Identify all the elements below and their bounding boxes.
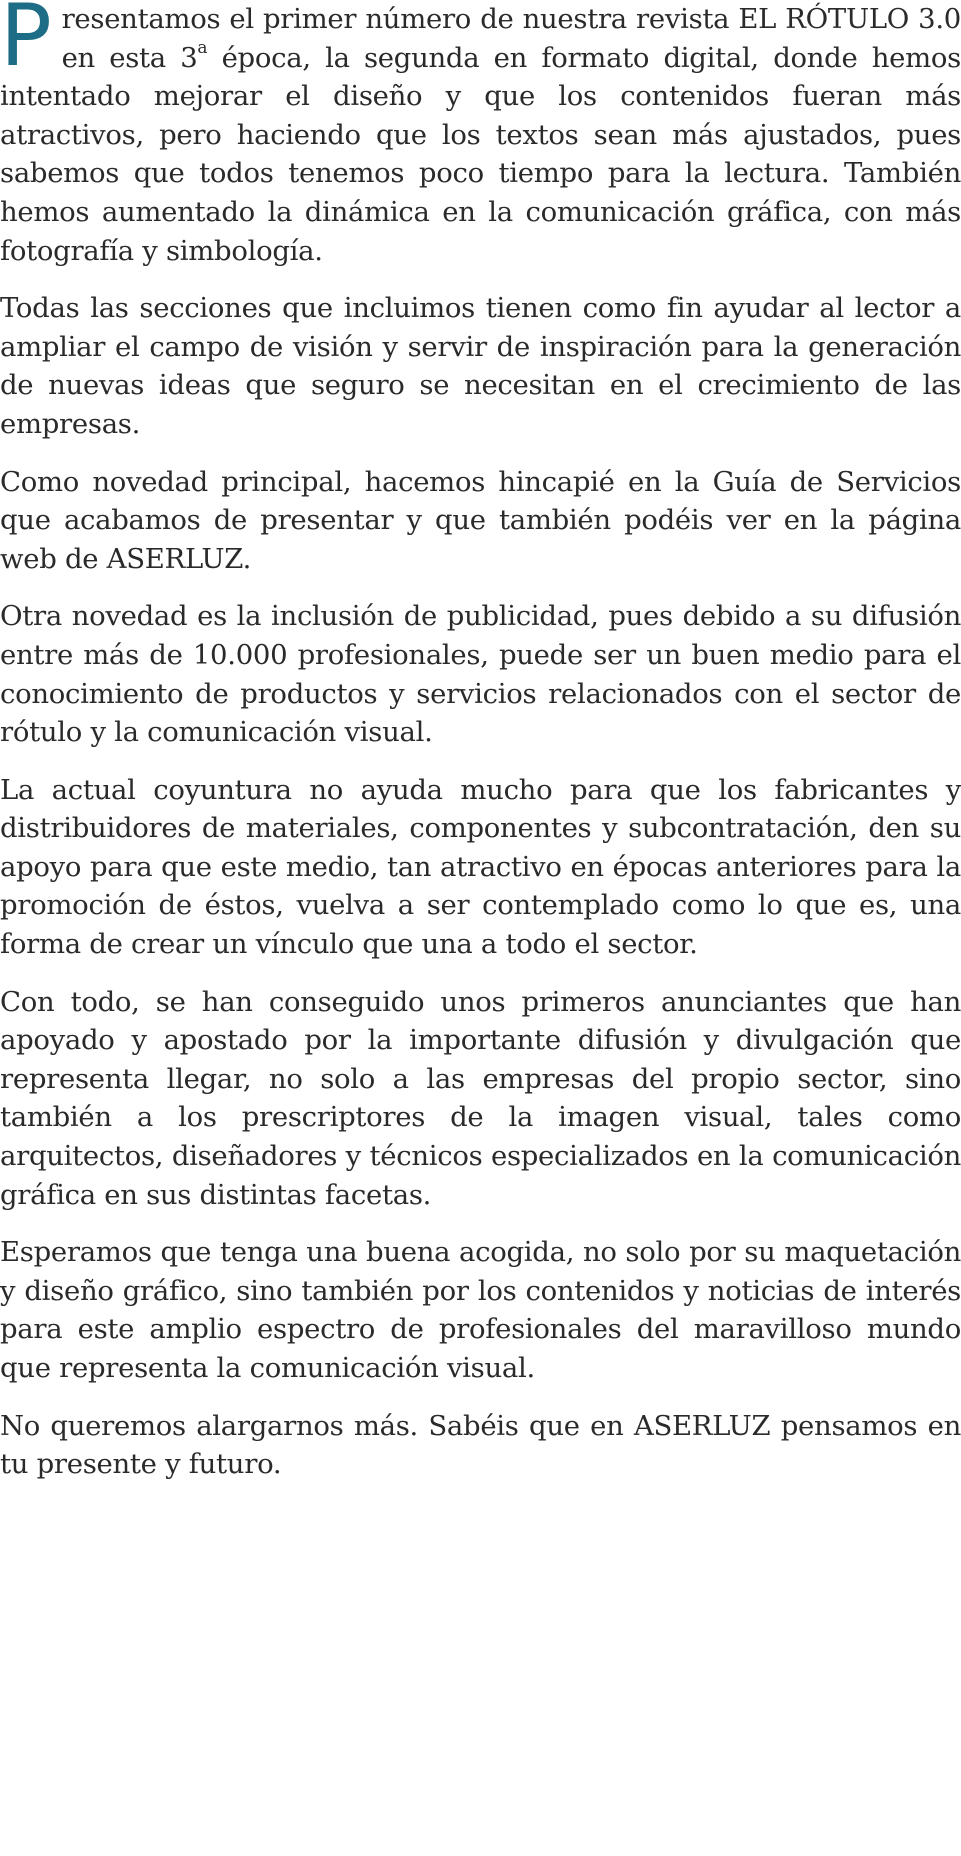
intro-text-end: época, la segunda en formato digital, donde hemos intentado mejorar el diseño y que los contenidos fueran más atractivos, pero haciendo que los textos sean más ajustados, pues sabemos que todos tenemos poco tiempo para la lectura. También hemos aumentado la dinámica en la comunicación gráfica, con más fotografía y simbología. bbox=[0, 41, 961, 267]
paragraph-anunciantes: Con todo, se han conseguido unos primeros anunciantes que han apoyado y apostado por la importante difusión y divulgación que representa llegar, no solo a las empresas del propio sector, sino también a los prescriptores de la imagen visual, tales como arquitectos, diseñadores y técnicos especializados en la comunicación gráfica en sus distintas facetas. bbox=[0, 985, 961, 1211]
paragraph-cierre: No queremos alargarnos más. Sabéis que en ASERLUZ pensamos en tu presente y futuro. bbox=[0, 1409, 961, 1481]
intro-text-start: resentamos el primer número de nuestra revista EL RÓTULO 3.0 en esta 3 bbox=[61, 3, 961, 74]
paragraph-guia-servicios: Como novedad principal, hacemos hincapié en la Guía de Servicios que acabamos de presentar y que también podéis ver en la página web de ASERLUZ. bbox=[0, 465, 961, 575]
paragraph-publicidad: Otra novedad es la inclusión de publicidad, pues debido a su difusión entre más de 10.000 profesionales, puede ser un buen medio para el conocimiento de productos y servicios relacionados con el sector de rótulo y la comunicación visual. bbox=[0, 600, 961, 749]
dropcap-letter: P bbox=[0, 0, 52, 86]
ordinal-indicator: a bbox=[197, 38, 208, 59]
paragraph-coyuntura: La actual coyuntura no ayuda mucho para que los fabricantes y distribuidores de materiales, componentes y subcontratación, den su apoyo para que este medio, tan atractivo en épocas anteriores para la promoción de éstos, vuelva a ser contemplado como lo que es, una forma de crear un vínculo que una a todo el sector. bbox=[0, 773, 961, 961]
paragraph-intro bbox=[0, 0, 961, 270]
paragraph-secciones: Todas las secciones que incluimos tienen como fin ayudar al lector a ampliar el campo de visión y servir de inspiración para la generación de nuevas ideas que seguro se necesitan en el crecimiento de las empresas. bbox=[0, 292, 961, 440]
paragraph-acogida: Esperamos que tenga una buena acogida, no solo por su maquetación y diseño gráfico, sino también por los contenidos y noticias de interés para este amplio espectro de profesionales del maravilloso mundo que representa la comunicación visual. bbox=[0, 1236, 961, 1384]
